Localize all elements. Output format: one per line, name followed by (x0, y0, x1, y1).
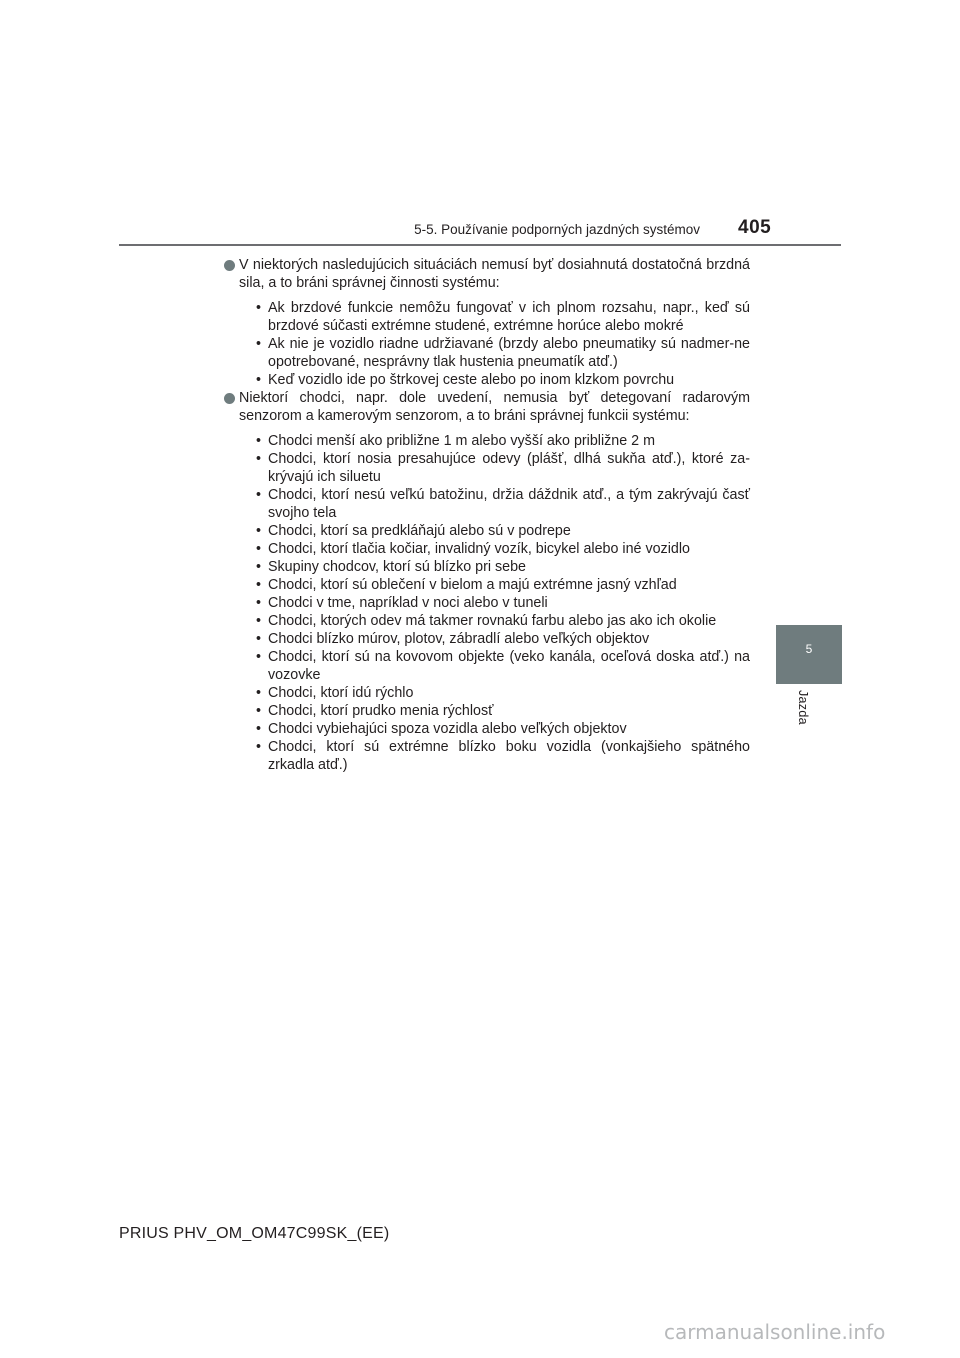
chapter-label: Jazda (796, 690, 810, 725)
list-item: • Chodci, ktorí nesú veľkú batožinu, držia dáždnik atď., a tým zakrývajú časť svojho tela (256, 486, 750, 522)
page-number: 405 (738, 217, 772, 238)
bullet-circle-icon (224, 260, 235, 271)
bullet-list (222, 432, 750, 774)
header-divider (119, 244, 841, 246)
bullet-list (222, 299, 750, 389)
section-intro-text: V niektorých nasledujúcich situáciách nemusí byť dosiahnutá dostatočná brzdná sila, a to bráni správnej činnosti systému: (239, 257, 750, 291)
list-item: • Chodci, ktorí sú oblečení v bielom a majú extrémne jasný vzhľad (256, 576, 750, 594)
section-intro (222, 389, 750, 425)
list-item: • Chodci, ktorí sú extrémne blízko boku vozidla (vonkajšieho spätného zrkadla atď.) (256, 738, 750, 774)
list-item: • Chodci v tme, napríklad v noci alebo v tuneli (256, 594, 750, 612)
list-item: • Chodci, ktorí tlačia kočiar, invalidný vozík, bicykel alebo iné vozidlo (256, 540, 750, 558)
list-item: • Chodci, ktorí sú na kovovom objekte (veko kanála, oceľová doska atď.) na vozovke (256, 648, 750, 684)
document-code: PRIUS PHV_OM_OM47C99SK_(EE) (119, 1225, 390, 1242)
list-item: • Chodci, ktorí idú rýchlo (256, 684, 750, 702)
list-item: • Chodci, ktorí nosia presahujúce odevy (plášť, dlhá sukňa atď.), ktoré za-krývajú ich siluetu (256, 450, 750, 486)
chapter-number: 5 (805, 642, 813, 656)
list-item: • Skupiny chodcov, ktorí sú blízko pri sebe (256, 558, 750, 576)
list-item: • Ak brzdové funkcie nemôžu fungovať v ich plnom rozsahu, napr., keď sú brzdové súčasti extrémne studené, extrémne horúce alebo mokré (256, 299, 750, 335)
watermark: carmanualsonline.info (664, 1320, 886, 1344)
list-item: • Chodci, ktorí prudko menia rýchlosť (256, 702, 750, 720)
chapter-tab[interactable] (776, 625, 842, 684)
section-intro (222, 256, 750, 292)
section-title: 5-5. Používanie podporných jazdných systémov (414, 222, 700, 237)
list-item: • Chodci blízko múrov, plotov, zábradlí alebo veľkých objektov (256, 630, 750, 648)
list-item: • Chodci vybiehajúci spoza vozidla alebo veľkých objektov (256, 720, 750, 738)
list-item: • Chodci, ktorí sa predkláňajú alebo sú v podrepe (256, 522, 750, 540)
section-braking (222, 256, 750, 389)
section-intro-text: Niektorí chodci, napr. dole uvedení, nemusia byť detegovaní radarovým senzorom a kamerovým senzorom, a to bráni správnej funkcii systému: (239, 390, 750, 424)
section-pedestrians (222, 389, 750, 774)
main-content (222, 256, 750, 774)
bullet-circle-icon (224, 393, 235, 404)
list-item: • Chodci, ktorých odev má takmer rovnakú farbu alebo jas ako ich okolie (256, 612, 750, 630)
list-item: • Chodci menší ako približne 1 m alebo vyšší ako približne 2 m (256, 432, 750, 450)
list-item: • Ak nie je vozidlo riadne udržiavané (brzdy alebo pneumatiky sú nadmer-ne opotrebované, nesprávny tlak hustenia pneumatík atď.) (256, 335, 750, 371)
list-item: • Keď vozidlo ide po štrkovej ceste alebo po inom klzkom povrchu (256, 371, 750, 389)
